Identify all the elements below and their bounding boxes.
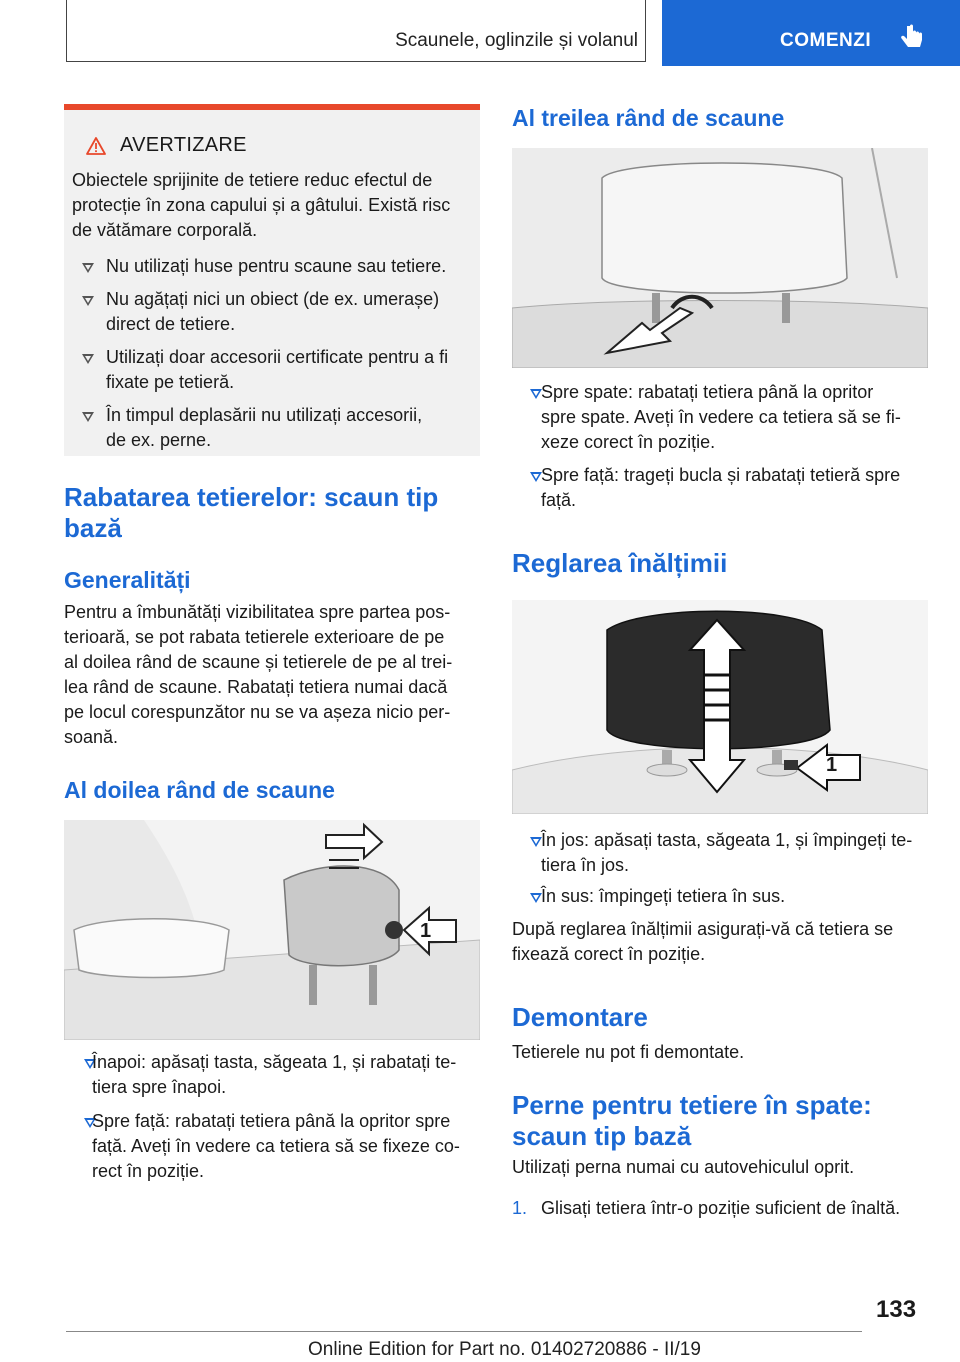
hand-pointing-icon bbox=[898, 24, 926, 52]
bullet-marker-icon bbox=[82, 263, 94, 273]
warning-bullet: Nu agățați nici un obiect (de ex. umerașe) direct de tetiere. bbox=[106, 289, 440, 334]
tab-label: COMENZI bbox=[780, 30, 872, 51]
list-item: Spre față: trageți bucla și rabatați tetieră spre față. bbox=[541, 465, 901, 510]
warning-title: AVERTIZARE bbox=[120, 134, 247, 156]
general-text: Pentru a îmbunătăți vizibilitatea spre partea pos- terioară, se pot rabata tetierele exterioare de pe al doilea rând de scaune și tetierele de pe al trei- lea rând de scaune. Rabatați tetiera numai dacă pe locul corespunzător nu se va așeza nicio per- soană. bbox=[64, 602, 453, 747]
step-text: Glisați tetiera într-o poziție suficient de înaltă. bbox=[541, 1198, 901, 1218]
third-row-heading: Al treilea rând de scaune bbox=[512, 105, 785, 131]
headrest-drawing bbox=[512, 600, 928, 814]
warning-text: Obiectele sprijinite de tetiere reduc efectul de protecție în zona capului și a gâtului. Există risc de vătămare corporală. bbox=[72, 170, 451, 240]
cushions-text: Utilizați perna numai cu autovehiculul oprit. bbox=[512, 1157, 855, 1177]
footer-edition: Online Edition for Part no. 01402720886 - II/19 bbox=[308, 1339, 701, 1360]
third-row-illustration bbox=[512, 148, 928, 368]
section-heading-fold: Rabatarea tetierelor: scaun tip bază bbox=[64, 482, 439, 543]
page-number: 133 bbox=[876, 1296, 917, 1323]
height-illustration bbox=[512, 600, 928, 814]
removal-text: Tetierele nu pot fi demontate. bbox=[512, 1042, 745, 1062]
section-title: Scaunele, oglinzile și volanul bbox=[395, 30, 638, 51]
warning-triangle-icon bbox=[86, 137, 106, 155]
list-item: Înapoi: apăsați tasta, săgeata 1, și rabatați te- tiera spre înapoi. bbox=[92, 1052, 457, 1097]
bullet-marker-icon bbox=[82, 354, 94, 364]
tab-comenzi[interactable] bbox=[662, 0, 960, 66]
height-heading: Reglarea înălțimii bbox=[512, 548, 728, 578]
list-item: În jos: apăsați tasta, săgeata 1, și împingeți te- tiera în jos. bbox=[541, 830, 913, 875]
list-item: Spre spate: rabatați tetiera până la opritor spre spate. Aveți în vedere ca tetiera să se fi- xeze corect în poziție. bbox=[541, 382, 901, 452]
warning-bullet: Nu utilizați huse pentru scaune sau tetiere. bbox=[106, 256, 447, 276]
headrest-drawing bbox=[64, 820, 480, 1040]
list-item: În sus: împingeți tetiera în sus. bbox=[541, 886, 786, 906]
second-row-heading: Al doilea rând de scaune bbox=[64, 777, 335, 803]
cushions-heading: Perne pentru tetiere în spate: scaun tip bază bbox=[512, 1090, 872, 1151]
warning-box bbox=[64, 104, 480, 456]
warning-bullet: În timpul deplasării nu utilizați accesorii, de ex. perne. bbox=[106, 405, 423, 450]
general-heading: Generalități bbox=[64, 567, 191, 593]
second-row-illustration bbox=[64, 820, 480, 1040]
height-note: După reglarea înălțimii asigurați-vă că tetiera se fixează corect în poziție. bbox=[512, 919, 894, 964]
list-item: Spre față: rabatați tetiera până la opritor spre față. Aveți în vedere ca tetiera să se fixeze co- rect în poziție. bbox=[92, 1111, 460, 1181]
callout-number: 1 bbox=[420, 920, 432, 942]
callout-number: 1 bbox=[826, 754, 838, 776]
removal-heading: Demontare bbox=[512, 1002, 648, 1032]
warning-bullet: Utilizați doar accesorii certificate pentru a fi fixate pe tetieră. bbox=[106, 347, 449, 392]
bullet-marker-icon bbox=[82, 296, 94, 306]
step-number: 1. bbox=[512, 1198, 528, 1218]
headrest-drawing bbox=[512, 148, 928, 368]
warning-header bbox=[86, 134, 247, 157]
bullet-marker-icon bbox=[82, 412, 94, 422]
footer-divider bbox=[66, 1331, 862, 1332]
